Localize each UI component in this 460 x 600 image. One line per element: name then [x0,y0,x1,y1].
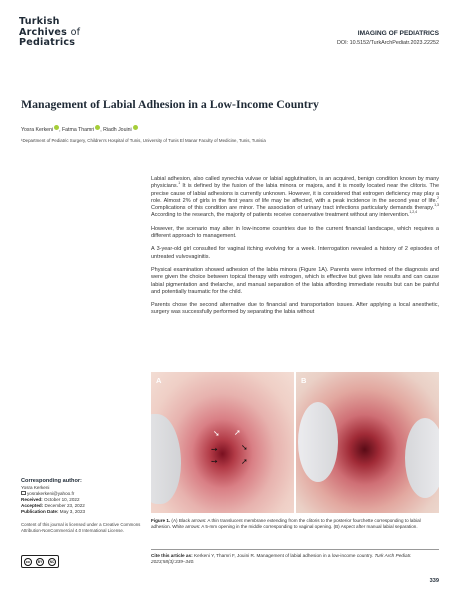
caption-label: Figure 1. [151,518,171,523]
cc-icon: cc [25,558,31,564]
date-value: December 23, 2022 [43,503,85,508]
affiliation: ¹Department of Pediatric Surgery, Children's Hospital of Tunis, University of Tunis El Manar Faculty of Medicine, Tunis, Tunisia [21,138,266,143]
page-number: 339 [429,578,439,584]
paragraph-text: Labial adhesion, also called synechia vulvae or labial agglutination, is an acquired, benign condition known by many physicians. [151,176,439,190]
license-text: Content of this journal is licensed under a Creative Commons Attribution-NonCommercial 4.0 International License. [21,522,141,533]
date-label: Accepted: [21,503,44,508]
orcid-icon[interactable] [133,125,138,130]
citation-label: Cite this article as: [151,553,193,558]
gloved-hand [151,414,181,504]
black-arrow-icon: ➙ [211,445,218,454]
reference-mark[interactable]: 1,2,4 [409,210,418,215]
black-arrow-icon: ➚ [241,457,248,466]
figure-panel-a [151,372,294,513]
author-name: Riadh Jouini [103,127,132,133]
correspondence-heading: Corresponding author: [21,478,82,484]
paragraph: A 3-year-old girl consulted for vaginal itching evolving for a week. Interrogation revealed a history of 2 episodes of untreated vulvovaginitis. [151,246,439,260]
article-title: Management of Labial Adhesion in a Low-Income Country [21,97,319,111]
publication-date [21,509,141,515]
citation-box [151,549,439,565]
reference-mark[interactable]: 1 [178,181,181,186]
figure-panel-b [296,372,439,513]
article-body [151,176,439,323]
journal-logo-line3: Pediatrics [19,37,76,49]
journal-logo-line1: Turkish [19,16,60,27]
orcid-icon[interactable] [54,125,59,130]
article-header [337,30,439,46]
cc-nc-icon: NC [49,559,55,564]
date-value: October 10, 2022 [42,497,80,502]
cc-by-icon: BY [37,559,43,564]
paragraph-text: It is defined by the fusion of the labia minora or majora, and it is mostly located near the clitoris. The precise cause of labial adhesions is currently unknown. However, it is considered that estrogen deficiency may play a role. Almost 2% of girls in the first years of life may be affected, with a peak incidence in the second year of life. [151,183,439,204]
creative-commons-icon[interactable] [21,555,59,568]
journal-logo-word-of: of [70,26,81,38]
reference-mark[interactable]: 2 [437,196,439,201]
journal-logo [19,17,129,49]
section-label: IMAGING OF PEDIATRICS [357,30,439,37]
paragraph: However, the scenario may alter in low-income countries due to the current financial landscape, which requires a different approach to management. [151,225,439,240]
panel-label-a: A [156,376,162,385]
gloved-hand [298,402,338,482]
paragraph-text: Complications of this condition are minor. The association of urinary tract infections particularly demands therapy. [151,205,435,212]
correspondence-block [21,478,141,515]
author-name: Fatma Thamri [62,127,95,133]
white-arrow-icon: ➚ [234,428,241,437]
email-link[interactable]: yosrakerkeni@yahoo.fr [27,491,75,496]
reference-mark[interactable]: 1,3 [434,203,439,208]
citation-text: Kerkeni Y, Thamri F, Jouini R. Management of labial adhesion in a low-income country. [192,553,374,558]
date-value: May 3, 2023 [58,509,86,514]
figure-1 [151,372,439,513]
orcid-icon[interactable] [95,125,100,130]
black-arrow-icon: ➙ [211,457,218,466]
mail-icon [21,491,26,495]
black-arrow-icon: ➘ [241,443,248,452]
author-name: Yosra Kerkeni [21,127,54,133]
paragraph-text: According to the research, the majority of patients receive conservative treatment without any intervention. [151,212,410,219]
paragraph: Physical examination showed adhesion of the labia minora (Figure 1A). Parents were informed of the diagnosis and were given the choice between topical therapy with estrogen, which is effective but gives late results and can cause labial pigmentation and thelarche, and manual separation of the labia affording immediate results but can be painful and potentially traumatic for the child. [151,266,439,295]
citation-journal: Turk Arch Pediatr. 2023;58(3):339–340. [151,553,412,565]
journal-logo-word-archives: Archives [19,26,68,38]
date-label: Publication Date: [21,509,59,514]
gloved-hand [405,418,439,498]
doi-link[interactable]: DOI: 10.5152/TurkArchPediatr.2023.22252 [337,40,439,46]
date-label: Received: [21,497,43,502]
panel-label-b: B [301,376,307,385]
correspondence-name: Yosra Kerkeni [21,485,50,490]
caption-text: (A) Black arrows: A thin translucent membrane extending from the clitoris to the posterior fourchette corresponding to labial adhesion. White arrows: A 5-mm opening in the middle corresponding to vaginal opening. (B) Aspect after manual labial separation. [151,518,421,529]
paragraph [151,176,439,220]
white-arrow-icon: ➘ [213,429,220,438]
figure-caption [151,518,439,530]
paragraph: Parents chose the second alternative due to financial and transportation issues. After applying a local anesthetic, surgery was successfully performed by separating the labia without [151,302,439,316]
author-list: Yosra Kerkeni , Fatma Thamri , Riadh Jouini [21,125,138,133]
